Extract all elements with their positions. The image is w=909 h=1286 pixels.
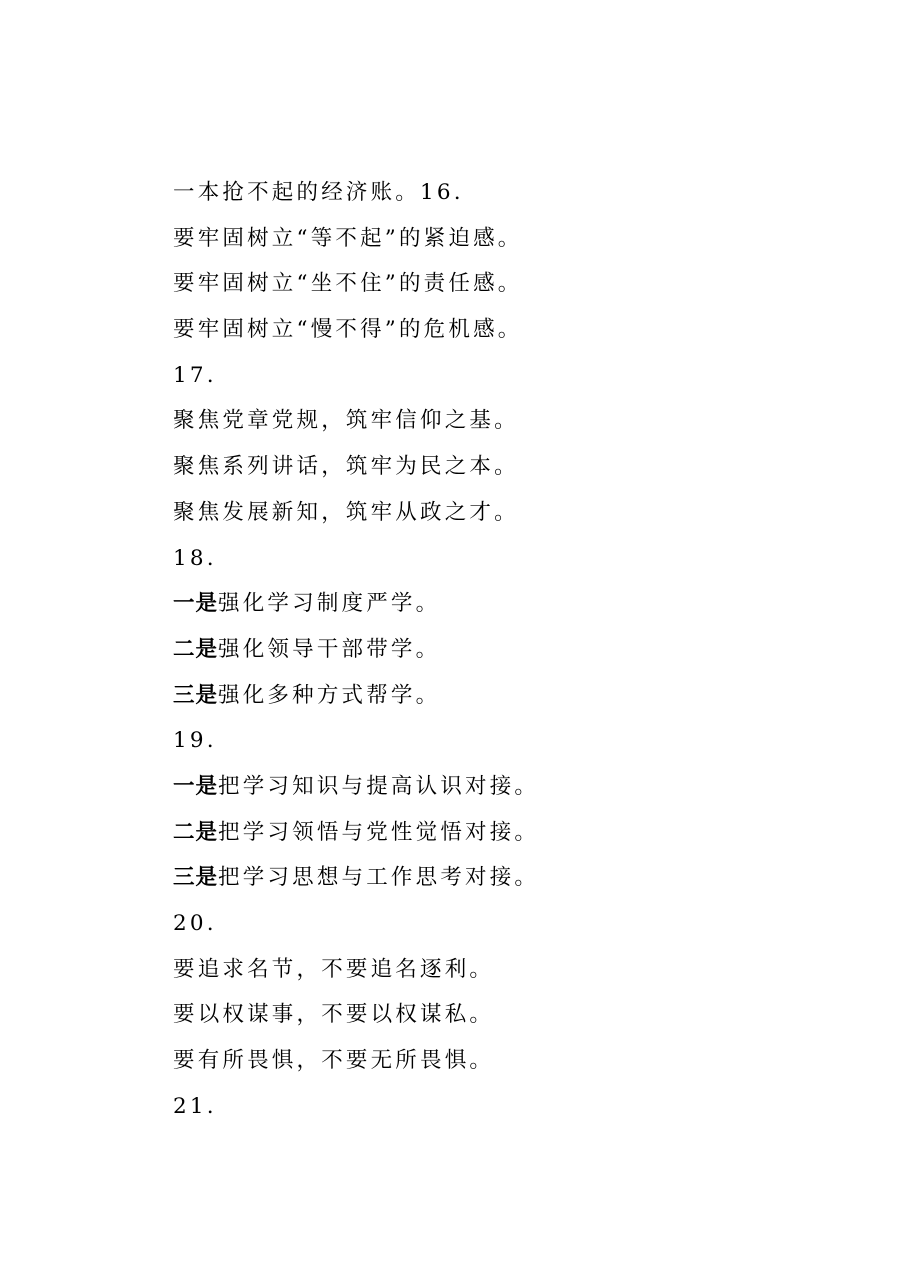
line-text: 聚焦党章党规，筑牢信仰之基。 xyxy=(173,408,519,434)
line-text: 17. xyxy=(173,362,217,388)
section-number-17 xyxy=(173,353,873,399)
line-text: 强化多种方式帮学。 xyxy=(218,682,441,708)
text-line-16 xyxy=(173,855,873,901)
line-lead: 一是 xyxy=(173,591,219,617)
text-line-10 xyxy=(173,581,873,627)
line-lead: 二是 xyxy=(173,636,219,662)
line-text: 要以权谋事，不要以权谋私。 xyxy=(173,1002,495,1028)
text-line-12 xyxy=(173,673,873,719)
line-text: 要牢固树立“坐不住”的责任感。 xyxy=(173,271,523,297)
line-text: 21. xyxy=(173,1093,217,1119)
line-text: 把学习思想与工作思考对接。 xyxy=(218,865,540,891)
text-line-18 xyxy=(173,947,873,993)
text-line-8 xyxy=(173,490,873,536)
line-text: 19. xyxy=(173,728,217,754)
section-number-21 xyxy=(173,1084,873,1130)
line-lead: 二是 xyxy=(173,819,219,845)
section-number-19 xyxy=(173,718,873,764)
text-line-3 xyxy=(173,261,873,307)
line-text: 把学习知识与提高认识对接。 xyxy=(218,773,540,799)
line-lead: 一是 xyxy=(173,773,219,799)
line-text: 要有所畏惧，不要无所畏惧。 xyxy=(173,1048,495,1074)
line-text: 一本抢不起的经济账。16. xyxy=(173,180,464,205)
text-line-7 xyxy=(173,444,873,490)
line-text: 要牢固树立“慢不得”的危机感。 xyxy=(173,317,523,343)
line-text: 20. xyxy=(173,911,217,936)
text-line-20 xyxy=(173,1038,873,1084)
line-text: 强化学习制度严学。 xyxy=(218,591,441,617)
text-line-11 xyxy=(173,627,873,673)
line-text: 要追求名节，不要追名逐利。 xyxy=(173,956,495,982)
text-line-15 xyxy=(173,810,873,856)
line-text: 18. xyxy=(173,545,217,571)
text-line-6 xyxy=(173,398,873,444)
line-text: 要牢固树立“等不起”的紧迫感。 xyxy=(173,225,523,251)
line-lead: 三是 xyxy=(173,865,219,891)
text-line-1 xyxy=(173,170,873,216)
text-line-2 xyxy=(173,216,873,262)
text-line-14 xyxy=(173,764,873,810)
line-text: 强化领导干部带学。 xyxy=(218,636,441,662)
text-line-19 xyxy=(173,992,873,1038)
section-number-18 xyxy=(173,536,873,582)
line-text: 聚焦系列讲话，筑牢为民之本。 xyxy=(173,454,519,480)
section-number-20 xyxy=(173,901,873,947)
line-lead: 三是 xyxy=(173,682,219,708)
text-line-4 xyxy=(173,307,873,353)
line-text: 聚焦发展新知，筑牢从政之才。 xyxy=(173,499,519,525)
line-text: 把学习领悟与党性觉悟对接。 xyxy=(218,819,540,845)
document-body xyxy=(173,170,873,1129)
